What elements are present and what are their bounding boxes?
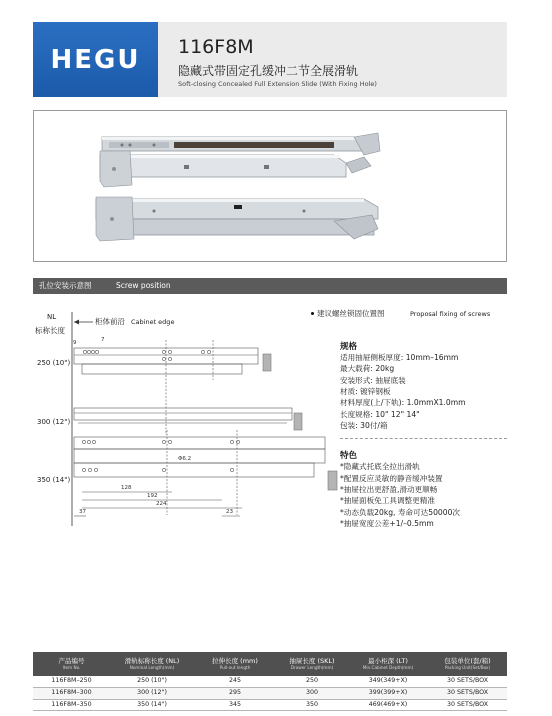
table-cell: 250 (276, 676, 348, 688)
slide-drawing-250 (74, 348, 271, 374)
header-label-cn: 拉伸长度 (mm) (212, 656, 258, 665)
header-label-en: Min.Cabinet Depth(mm) (362, 665, 414, 671)
screw-position-drawing (72, 335, 345, 525)
header-item-no (33, 652, 110, 676)
table-cell: 349(349+X) (348, 676, 428, 688)
dim-37: 37 (79, 509, 86, 515)
feature-item: *动态负载20kg, 寿命可达50000次 (340, 508, 461, 517)
cabinet-edge-label-cn: 柜体前沿 (95, 317, 125, 326)
header-label-en: Item No. (62, 665, 81, 671)
features-heading: 特色 (340, 451, 358, 461)
spec-item: 材料厚度(上/下轨): 1.0mmX1.0mm (340, 398, 466, 407)
header-label-cn: 包装单位(套/箱) (444, 656, 491, 665)
title-panel (158, 22, 507, 97)
feature-item: *配置反应灵敏的静音缓冲装置 (340, 474, 443, 483)
dim-hole-diameter: Φ6.2 (178, 456, 192, 462)
table-cell: 300 (276, 688, 348, 700)
header-label-en: Packing Unit(Set/Box) (444, 665, 491, 671)
table-row (33, 699, 507, 711)
header-label-cn: 滑轨标称长度 (NL) (124, 656, 180, 665)
fixing-label-en: Proposal fixing of screws (410, 310, 491, 318)
product-title-cn: 隐藏式带固定孔缓冲二节全展滑轨 (178, 64, 359, 78)
dim-128: 128 (121, 485, 132, 491)
header-label-en: Pull-out length (219, 665, 251, 671)
header-label-cn: 产品编号 (58, 656, 85, 665)
table-cell: 345 (194, 699, 276, 711)
table-header-row (33, 652, 507, 676)
brand-logo-box (33, 22, 158, 97)
row-label-250: 250 (10") (37, 359, 71, 367)
slide-lower-assembly (96, 197, 378, 241)
feature-item: *抽屉面板免工具调整更精准 (340, 496, 435, 505)
row-label-350: 350 (14") (37, 476, 71, 484)
slide-drawing-350 (74, 437, 337, 516)
slide-drawing-300 (74, 408, 302, 430)
specs-heading: 规格 (340, 342, 358, 352)
dim-192: 192 (147, 493, 158, 499)
spec-item: 材质: 镀锌钢板 (340, 387, 391, 396)
spec-item: 最大载荷: 20kg (340, 364, 395, 373)
section-title-cn: 孔位安装示意图 (39, 281, 92, 290)
feature-item: *隐藏式托底全拉出滑轨 (340, 462, 420, 471)
product-spec-table (33, 652, 507, 711)
dim-23: 23 (226, 509, 233, 515)
spec-item: 包装: 30付/箱 (340, 421, 388, 430)
header-drawer-length (276, 652, 348, 676)
header-label-cn: 抽屉长度 (SKL) (289, 656, 335, 665)
product-model: 116F8M (178, 36, 254, 58)
cabinet-edge-label-en: Cabinet edge (131, 318, 175, 326)
dim-hole-gap: 7 (101, 337, 105, 343)
table-cell: 30 SETS/BOX (428, 688, 507, 700)
dim-front-offset: 9 (73, 340, 77, 346)
product-title-en: Soft-closing Concealed Full Extension Slide (With Fixing Hole) (178, 80, 377, 88)
table-cell: 250 (10") (110, 676, 194, 688)
table-cell: 300 (12") (110, 688, 194, 700)
feature-item: *抽屉宽度公差+1/–0.5mm (340, 519, 434, 528)
product-photo (33, 110, 507, 262)
header-nominal-length (110, 652, 194, 676)
divider (340, 438, 507, 439)
table-cell: 116F8M–300 (33, 688, 110, 700)
table-cell: 116F8M–350 (33, 699, 110, 711)
table-cell: 350 (14") (110, 699, 194, 711)
header-min-cabinet-depth (348, 652, 428, 676)
bullet-icon (311, 312, 314, 315)
header-pull-out-length (194, 652, 276, 676)
table-cell: 30 SETS/BOX (428, 699, 507, 711)
spec-item: 适用抽屉侧板厚度: 10mm–16mm (340, 353, 459, 362)
feature-item: *抽屉拉出更舒盈,滑动更顺畅 (340, 485, 438, 494)
table-cell: 245 (194, 676, 276, 688)
table-cell: 30 SETS/BOX (428, 676, 507, 688)
slide-photo-illustration (34, 111, 506, 261)
row-label-300: 300 (12") (37, 418, 71, 426)
spec-item: 长度规格: 10" 12" 14" (340, 410, 420, 419)
nl-label-cn: 标称长度 (35, 326, 65, 335)
fixing-label-cn: 建议螺丝锁固位置图 (317, 309, 385, 318)
slide-upper-assembly (100, 133, 380, 187)
table-cell: 116F8M–250 (33, 676, 110, 688)
dim-224: 224 (156, 501, 167, 507)
nl-label: NL (47, 313, 57, 321)
brand-logo: HEGU (50, 44, 141, 75)
header-label-cn: 最小柜深 (LT) (368, 656, 408, 665)
table-cell: 469(469+X) (348, 699, 428, 711)
section-bar (33, 278, 507, 294)
header-packing-unit (428, 652, 507, 676)
table-cell: 350 (276, 699, 348, 711)
arrow-left-icon (74, 320, 93, 325)
table-cell: 399(399+X) (348, 688, 428, 700)
table-row (33, 688, 507, 700)
spec-item: 安装形式: 抽屉底装 (340, 376, 406, 385)
table-cell: 295 (194, 688, 276, 700)
table-row (33, 676, 507, 688)
section-title-en: Screw position (116, 281, 171, 290)
header-label-en: Nominal Length(mm) (129, 665, 175, 671)
header-label-en: Drawer Length(mm) (290, 665, 334, 671)
